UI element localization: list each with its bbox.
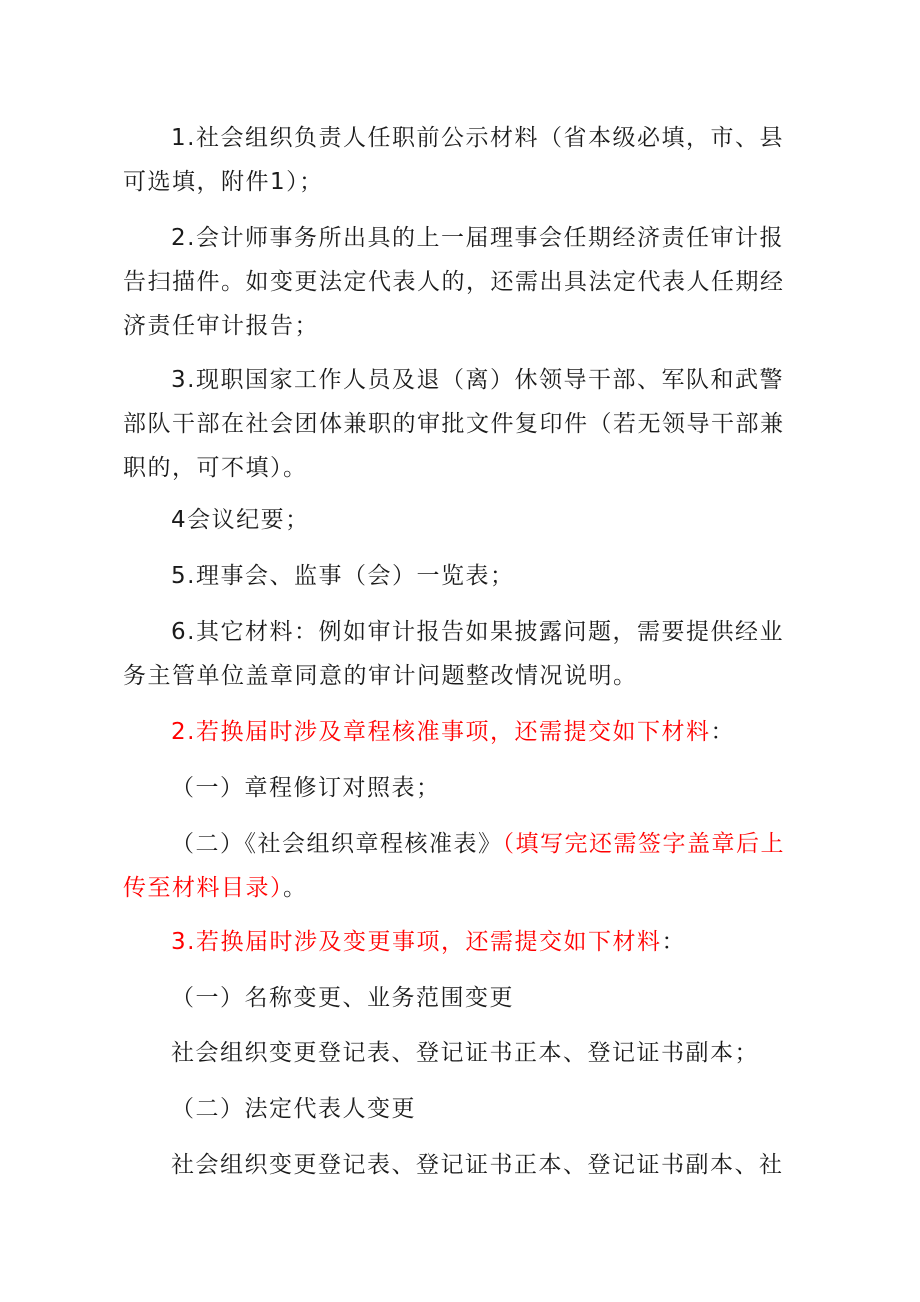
- section-3-sub-2-content: 社会组织变更登记表、登记证书正本、登记证书副本、社: [171, 1152, 784, 1178]
- section-2-item-1: （一）章程修订对照表；: [171, 775, 441, 801]
- section-3-heading: [123, 920, 803, 964]
- section-2-heading-colon: ：: [710, 719, 735, 745]
- section-3-sub-1-title: （一）名称变更、业务范围变更: [171, 985, 514, 1011]
- section-2-item-2-text: （二）《社会组织章程核准表》: [171, 831, 503, 857]
- material-item-6: 6.其它材料：例如审计报告如果披露问题，需要提供经业务主管单位盖章同意的审计问题整改情况说明。: [123, 619, 784, 689]
- material-item-5: 5.理事会、监事（会）一览表；: [171, 563, 515, 589]
- section-2-heading: [123, 710, 803, 754]
- material-item-4: 4会议纪要；: [171, 507, 310, 533]
- section-2-item-2-note: （填写完还需签字盖章后上传至材料目录）: [123, 831, 785, 901]
- material-item-3: 3.现职国家工作人员及退（离）休领导干部、军队和武警部队干部在社会团体兼职的审批文件复印件（若无领导干部兼职的，可不填）。: [123, 367, 785, 481]
- section-2-item-2-end: 。: [283, 875, 308, 901]
- section-3-heading-text: 3.若换届时涉及变更事项，还需提交如下材料: [171, 929, 662, 955]
- section-3-sub-1-content: 社会组织变更登记表、登记证书正本、登记证书副本；: [171, 1040, 759, 1066]
- material-item-1: 1.社会组织负责人任职前公示材料（省本级必填，市、县可选填，附件1）；: [123, 125, 784, 195]
- section-3-sub-2-title: （二）法定代表人变更: [171, 1096, 416, 1122]
- section-2-item-2: [123, 822, 803, 910]
- section-2-heading-text: 2.若换届时涉及章程核准事项，还需提交如下材料: [171, 719, 711, 745]
- material-item-2: 2.会计师事务所出具的上一届理事会任期经济责任审计报告扫描件。如变更法定代表人的，还需出具法定代表人任期经济责任审计报告；: [123, 225, 785, 339]
- section-3-heading-colon: ：: [661, 929, 686, 955]
